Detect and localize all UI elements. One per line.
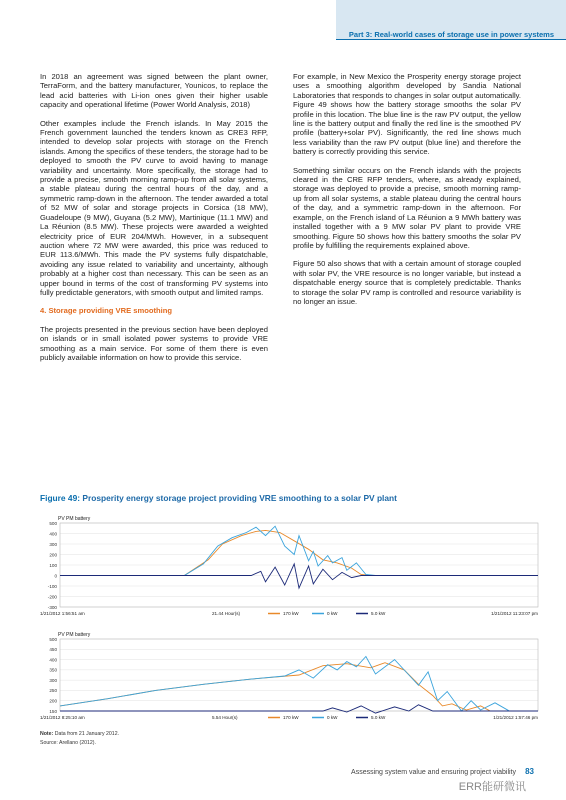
watermark-logo: ERR能研微讯: [458, 781, 526, 793]
chart-2-y-tick: 350: [49, 667, 57, 673]
chart-1-legend-label: 170 kW: [283, 611, 299, 616]
chart-2-y-tick: 150: [49, 708, 57, 714]
chart-1-series-5-0-kw: [60, 564, 538, 588]
chart-2-y-tick: 500: [49, 636, 57, 642]
chart-1-legend-label: 5.0 kW: [371, 611, 386, 616]
chart-1-title: PV PM battery: [58, 516, 91, 522]
right-paragraph-3: Figure 50 also shows that with a certain amount of storage coupled with solar PV, the VRE resource is no longer variable, but instead a dispatchable energy source that is completely predictable. Thanks to storage the solar PV ramp is controlled and resource variability is no longer an issue.: [293, 259, 521, 306]
left-paragraph-3: The projects presented in the previous section have been deployed on islands or in small isolated power systems to provide VRE smoothing as a main service. For some of them there is even publicly available information on how to provide this service.: [40, 324, 268, 362]
figure-caption: Prosperity energy storage project providing VRE smoothing to a solar PV plant: [82, 493, 397, 503]
right-paragraph-2: Something similar occurs on the French islands with the projects cleared in the CRE RFP tenders, where, as already explained, storage was deployed to provide a precise, smooth morning ramp-up from all solar systems, a stable plateau during the central hours of the day, and a symmetric ramp-down in the afternoon. For example, on the French island of La Réunion a 9 MWh battery was installed together with a 9 MW solar PV plant to provide VRE smoothing. Figure 50 shows how this battery smooths the solar PV profile by fulfilling the requirements explained above.: [293, 165, 521, 250]
chart-1-y-tick: 300: [49, 541, 57, 547]
right-column: [293, 72, 521, 315]
chart-1-end-time: 1/21/2012 11:23:07 pm: [491, 611, 538, 616]
figure-title: [40, 493, 397, 503]
chart-2-y-tick: 450: [49, 647, 57, 653]
chart-2-y-tick: 250: [49, 688, 57, 694]
chart-2-start-time: 1/21/2012 8:25:10 am: [40, 715, 85, 720]
figure-note: [40, 731, 119, 737]
note-text: Data from 21 January 2012.: [54, 731, 120, 737]
chart-2-end-time: 1/21/2012 1:57:46 pm: [493, 715, 538, 720]
left-paragraph-2: Other examples include the French islands. In May 2015 the French government launched the tenders known as CRE3 RFP, intended to develop solar projects with storage on the French islands. Among the specifics of these tenders, the storage had to be deployed to smooth the PV curve to avoid having to manage variability and uncertainty. More specifically, the storage had to provide a precise, smooth morning ramp-up from all solar systems, a stable plateau during the central hours of the day, and a symmetric ramp-down in the afternoon. The tender awarded a total of 52 MW of solar and storage projects in Corsica (18 MW), Guadeloupe (9 MW), Guyana (5.2 MW), Martinique (11.1 MW) and La Réunion (8.5 MW). These projects were awarded a weighted electricity price of EUR 204/MWh. However, in a subsequent auction where 72 MW were awarded, this price was reduced to EUR 113.6/MWh. This made the PV systems fully dispatchable, avoiding any issue related to variability and uncertainty, although probably at a higher cost than necessary. This can be seen as an upper bound in terms of the cost of transforming PV systems into fully predictable generators, with smooth output and limited ramps.: [40, 118, 268, 297]
chart-2-y-tick: 200: [49, 698, 57, 704]
section-heading: 4. Storage providing VRE smoothing: [40, 306, 173, 316]
chart-2-title: PV PM battery: [58, 632, 91, 638]
chart-2-legend-label: 0 kW: [327, 715, 338, 720]
chart-1-legend-label: 0 kW: [327, 611, 338, 616]
chart-2-y-tick: 300: [49, 677, 57, 683]
chart-2-y-tick: 400: [49, 657, 57, 663]
chart-1-duration: 21.44 Hour(s): [212, 611, 241, 616]
chart-1-y-tick: 400: [49, 531, 57, 537]
chart-1-y-tick: 200: [49, 552, 57, 558]
chart-1: [40, 511, 540, 623]
left-column: [40, 72, 268, 371]
chart-2-series-0-kw: [60, 657, 538, 712]
chart-2-legend-label: 5.0 kW: [371, 715, 386, 720]
chart-1-y-tick: 100: [49, 562, 57, 568]
chart-1-y-tick: 0: [54, 573, 57, 579]
chart-1-start-time: 1/21/2012 1:56:51 am: [40, 611, 85, 616]
figure-label: Figure 49:: [40, 493, 81, 503]
chart-1-svg: [40, 511, 540, 623]
left-paragraph-1: In 2018 an agreement was signed between the plant owner, TerraForm, and the battery manufacturer, Younicos, to replace the lead acid batteries with Li-ion ones given their higher usable capacity and operational lifetime (Power World Analysis, 2018): [40, 72, 268, 110]
chart-1-y-tick: -300: [47, 604, 57, 610]
page-header-band: [336, 0, 566, 40]
header-rule: [336, 39, 566, 40]
chart-2-duration: 5.54 Hour(s): [212, 715, 238, 720]
chart-2-svg: [40, 627, 540, 727]
chart-2-legend-label: 170 kW: [283, 715, 299, 720]
right-paragraph-1: For example, in New Mexico the Prosperity energy storage project uses a smoothing algorithm developed by Sandia National Laboratories that responds to changes in solar output automatically. Figure 49 shows how the battery storage smooths the solar PV profile in this location. The blue line is the raw PV output, the yellow line is the battery output and finally the red line is the smoothed PV profile (battery+solar PV). Significantly, the red line shows much less variability than the raw PV output (blue line) and therefore the battery is correctly providing this service.: [293, 72, 521, 157]
chart-2: [40, 627, 540, 727]
chart-1-y-tick: -200: [47, 594, 57, 600]
section-title: Part 3: Real-world cases of storage use in power systems: [348, 30, 554, 39]
note-label: Note:: [40, 731, 54, 737]
footer-text: Assessing system value and ensuring project viability: [351, 769, 516, 776]
chart-1-y-tick: -100: [47, 583, 57, 589]
figure-source: Source: Arellano (2012).: [40, 740, 96, 746]
page-number: 83: [525, 767, 534, 776]
chart-1-y-tick: 500: [49, 520, 57, 526]
